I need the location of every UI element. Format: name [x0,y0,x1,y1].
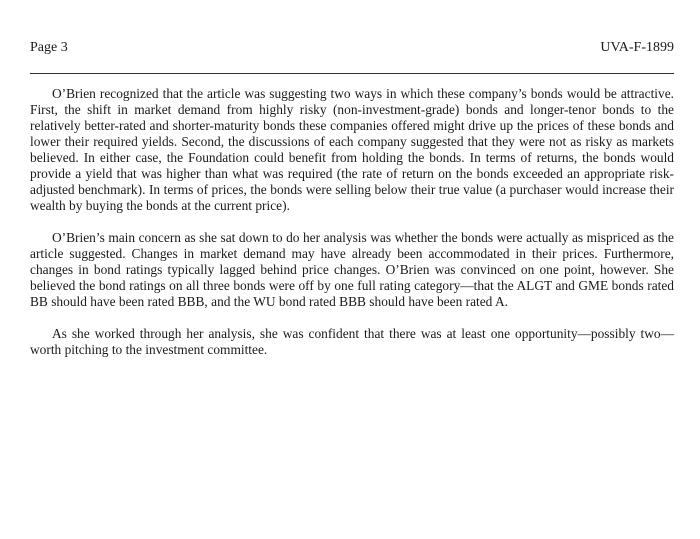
document-id: UVA-F-1899 [600,40,674,55]
document-body [30,86,674,374]
page-header [30,40,674,60]
page-number: Page 3 [30,40,68,55]
header-divider [30,73,674,74]
paragraph-3: As she worked through her analysis, she was confident that there was at least one opportunity—possibly two—worth pitching to the investment committee. [30,326,674,357]
paragraph-1: O’Brien recognized that the article was suggesting two ways in which these company’s bonds would be attractive. First, the shift in market demand from highly risky (non-investment-grade) bonds and longer-tenor bonds to the relatively better-rated and shorter-maturity bonds these companies offered might drive up the prices of these bonds and lower their required yields. Second, the discussions of each company suggested that they were not as risky as markets believed. In either case, the Foundation could benefit from holding the bonds. In terms of returns, the bonds would provide a yield that was higher than what was required (the rate of return on the bonds exceeded an appropriate risk-adjusted benchmark). In terms of prices, the bonds were selling below their true value (a purchaser would increase their wealth by buying the bonds at the current price). [30,86,674,213]
paragraph-2: O’Brien’s main concern as she sat down to do her analysis was whether the bonds were actually as mispriced as the article suggested. Changes in market demand may have already been accommodated in their prices. Furthermore, changes in bond ratings typically lagged behind price changes. O’Brien was convinced on one point, however. She believed the bond ratings on all three bonds were off by one full rating category—that the ALGT and GME bonds rated BB should have been rated BBB, and the WU bond rated BBB should have been rated A. [30,230,674,309]
